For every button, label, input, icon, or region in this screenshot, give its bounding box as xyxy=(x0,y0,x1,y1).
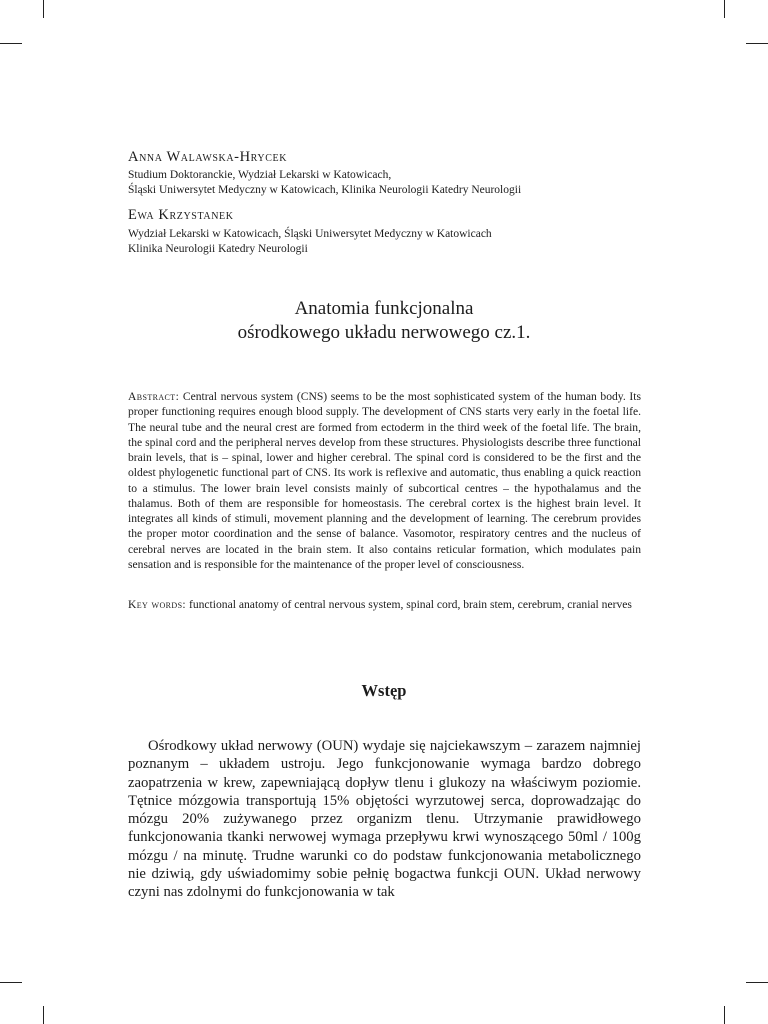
keywords-text: functional anatomy of central nervous system, spinal cord, brain stem, cerebrum, cranial nerves xyxy=(188,598,632,611)
author-affiliation-2-line-1: Wydział Lekarski w Katowicach, Śląski Uniwersytet Medyczny w Katowicach xyxy=(128,228,492,240)
abstract-label: Abstract: xyxy=(128,390,180,403)
author-name-2: Ewa Krzystanek xyxy=(128,207,234,223)
crop-mark-bottom-right xyxy=(724,1006,725,1024)
body-paragraph: Ośrodkowy układ nerwowy (OUN) wydaje się najciekawszym – zarazem najmniej poznanym – układem ustroju. Jego funkcjonowanie wymaga bardzo dobrego zaopatrzenia w krew, zapewniającą dopływ tlenu i glukozy na właściwym poziomie. Tętnice mózgowia transportują 15% objętości wyrzutowej serca, doprowadzając do mózgu 20% zużywanego przez organizm tlenu. Utrzymanie prawidłowego funkcjonowania tkanki nerwowej wymaga przepływu krwi wynoszącego 50ml / 100g mózgu / na minutę. Trudne warunki co do podstaw funkcjonowania metabolicznego nie dziwią, gdy uświadomimy sobie pełnię bogactwa funkcji OUN. Układ nerwowy czyni nas zdolnymi do funkcjonowania w tak xyxy=(128,738,641,900)
crop-mark-left-bottom xyxy=(0,982,22,983)
author-affiliation-1-line-1: Studium Doktoranckie, Wydział Lekarski w Katowicach, xyxy=(128,169,392,181)
crop-mark-right-bottom xyxy=(746,982,768,983)
crop-mark-bottom-left xyxy=(43,1006,44,1024)
abstract-text: Central nervous system (CNS) seems to be the most sophisticated system of the human body. Its proper functioning requires enough blood supply. The development of CNS starts very early in the foetal life. The neural tube and the neural crest are formed from ectoderm in the third week of the foetal life. The brain, the spinal cord and the peripheral nerves develop from these structures. Physiologists describe three functional brain levels, that is – spinal, lower and higher cerebral. The spinal cord is considered to be the first and the oldest phylogenetic functional part of CNS. Its work is reflexive and automatic, thus enabling a quick reaction to a stimulus. The lower brain level consists mainly of subcortical centres – the hypothalamus and the thalamus. Both of them are responsible for homeostasis. The cerebral cortex is the highest brain level. It integrates all kinds of stimuli, movement planning and the development of learning. The cerebrum provides the proper motor coordination and the sense of balance. Vasomotor, respiratory centres and the nucleus of cerebral nerves are located in the brain stem. It also contains reticular formation, which modulates pain sensation and is responsible for the maintenance of the proper level of consciousness. xyxy=(128,390,641,571)
crop-mark-top-left xyxy=(43,0,44,18)
keywords xyxy=(128,597,641,612)
author-affiliation-1-line-2: Śląski Uniwersytet Medyczny w Katowicach, Klinika Neurologii Katedry Neurologii xyxy=(128,184,522,196)
crop-mark-left-top xyxy=(0,43,22,44)
abstract xyxy=(128,389,641,572)
keywords-label: Key words: xyxy=(128,598,187,611)
author-affiliation-2-line-2: Klinika Neurologii Katedry Neurologii xyxy=(128,243,308,255)
article-title-line-2: ośrodkowego układu nerwowego cz.1. xyxy=(237,322,531,343)
article-title-line-1: Anatomia funkcjonalna xyxy=(294,298,474,319)
author-name-1: Anna Walawska-Hrycek xyxy=(128,149,288,165)
crop-mark-right-top xyxy=(746,43,768,44)
section-heading: Wstęp xyxy=(361,681,407,700)
crop-mark-top-right xyxy=(724,0,725,18)
